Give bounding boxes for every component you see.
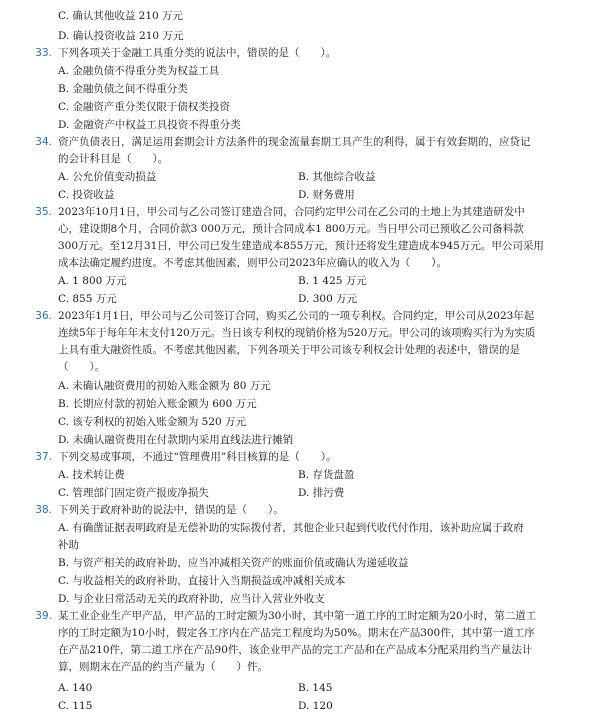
option-c: C. 115 (58, 700, 93, 712)
option-d: D. 与企业日常活动无关的政府补助，应当计入营业外收支 (58, 593, 325, 605)
option-d: D. 未确认融资费用在付款期内采用直线法进行摊销 (58, 434, 294, 446)
option-d: D. 确认投资收益 210 万元 (58, 30, 184, 42)
option-c: C. 投资收益 (58, 189, 115, 201)
option-d: D. 财务费用 (298, 189, 355, 201)
question-number: 36. (35, 310, 52, 322)
question-stem-line: 心，建设期8个月，合同价款3 000万元，预计合同成本1 800万元。当日甲公司已预收乙公司备料款 (58, 223, 524, 235)
option-b: B. 145 (298, 682, 333, 694)
option-d: D. 排污费 (298, 487, 345, 499)
option-d: D. 300 万元 (298, 293, 358, 305)
question-number: 39. (35, 610, 52, 622)
question-number: 33. (35, 47, 52, 59)
option-b: B. 金融负债之间不得重分类 (58, 83, 188, 95)
option-b: B. 其他综合收益 (298, 171, 376, 183)
question-stem-line: 在产品210件，第二道工序在产品90件，该企业甲产品的完工产品和在产品成本分配采用约当产量法计 (58, 644, 533, 656)
option-c: C. 管理部门固定资产报废净损失 (58, 487, 209, 499)
question-stem-line: 300万元。至12月31日，甲公司已发生建造成本855万元，预计还将发生建造成本945万元。甲公司采用 (58, 240, 544, 252)
option-c: C. 金融资产重分类仅限于债权类投资 (58, 101, 230, 113)
option-c: C. 该专利权的初始入账金额为 520 万元 (58, 416, 247, 428)
option-c: C. 确认其他收益 210 万元 (58, 10, 184, 22)
question-stem-line: 2023年10月1日，甲公司与乙公司签订建造合同，合同约定甲公司在乙公司的土地上为其建造研发中 (58, 206, 525, 218)
question-stem-line: 上具有重大融资性质。不考虑其他因素，下列各项关于甲公司该专利权会计处理的表述中，错误的是 (58, 344, 520, 356)
option-d: D. 金融资产中权益工具投资不得重分类 (58, 119, 241, 131)
question-number: 38. (35, 504, 52, 516)
option-c: C. 与收益相关的政府补助，直接计入当期损益或冲减相关成本 (58, 575, 346, 587)
question-stem-line: 成本法确定履约进度。不考虑其他因素，则甲公司2023年应确认的收入为（ ）。 (58, 257, 447, 269)
option-a-continued: 补助 (58, 539, 79, 551)
question-stem-line: 2023年1月1日，甲公司与乙公司签订合同，购买乙公司的一项专利权。合同约定，甲公司从2023年起 (58, 310, 535, 322)
question-stem: 下列交易或事项，不通过“管理费用”科目核算的是（ ）。 (58, 451, 337, 463)
question-stem-line: （ ）。 (58, 361, 106, 373)
question-stem-line: 资产负债表日，满足运用套期会计方法条件的现金流量套期工具产生的利得，属于有效套期的，应贷记 (58, 136, 531, 148)
option-a: A. 未确认融资费用的初始入账金额为 80 万元 (58, 380, 271, 392)
question-stem-line: 连续5年于每年年末支付120万元。当日该专利权的现销价格为520万元。甲公司的该项购买行为为实质 (58, 327, 536, 339)
question-number: 34. (35, 136, 52, 148)
option-b: B. 与资产相关的政府补助，应当冲减相关资产的账面价值或确认为递延收益 (58, 557, 409, 569)
option-a: A. 有确凿证据表明政府是无偿补助的实际拨付者，其他企业只起到代收代付作用，该补助应属于政府 (58, 522, 524, 534)
question-stem: 下列各项关于金融工具重分类的说法中，错误的是（ ）。 (58, 47, 337, 59)
question-stem-line: 某工业企业生产甲产品，甲产品的工时定额为30小时，其中第一道工序的工时定额为20小时，第二道工 (58, 610, 537, 622)
option-b: B. 1 425 万元 (298, 275, 367, 287)
option-c: C. 855 万元 (58, 293, 117, 305)
question-stem-line: 算，则期末在产品的约当产量为（ ）件。 (58, 661, 268, 673)
question-number: 37. (35, 451, 52, 463)
option-a: A. 技术转让费 (58, 469, 125, 481)
option-b: B. 存货盘盈 (298, 469, 355, 481)
question-stem-line: 序的工时定额为10小时，假定各工序内在产品完工程度均为50%。期末在产品300件，其中第一道工序 (58, 627, 535, 639)
option-a: A. 1 800 万元 (58, 275, 127, 287)
option-b: B. 长期应付款的初始入账金额为 600 万元 (58, 398, 257, 410)
question-number: 35. (35, 206, 52, 218)
question-stem: 下列关于政府补助的说法中，错误的是（ ）。 (58, 504, 284, 516)
option-a: A. 公允价值变动损益 (58, 171, 157, 183)
option-a: A. 金融负债不得重分类为权益工具 (58, 65, 220, 77)
option-d: D. 120 (298, 700, 333, 712)
question-stem-line: 的会计科目是（ ）。 (58, 153, 169, 165)
option-a: A. 140 (58, 682, 93, 694)
